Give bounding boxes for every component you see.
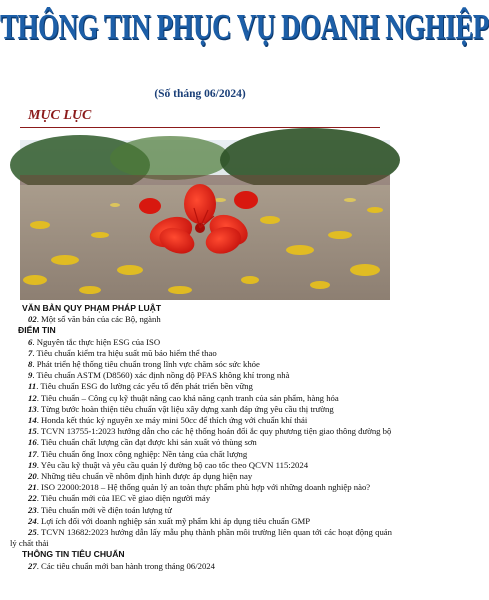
toc-item[interactable]: 7. Tiêu chuẩn kiểm tra hiệu suất mũ bảo hiểm thể thao	[28, 347, 217, 358]
toc-item[interactable]: 14. Honda kết thúc kỷ nguyên xe máy mini 50cc để thích ứng với chuẩn khí thải	[28, 415, 308, 426]
toc-item[interactable]: 27. Các tiêu chuẩn mới ban hành trong tháng 06/2024	[28, 560, 215, 571]
toc-item[interactable]: 02. Một số văn bản của các Bộ, ngành	[28, 314, 161, 325]
toc-item[interactable]: 19. Yêu cầu kỹ thuật và yêu cầu quản lý đường bộ cao tốc theo QCVN 115:2024	[28, 459, 309, 470]
toc-item[interactable]: 8. Phát triển hệ thống tiêu chuẩn trong lĩnh vực chăm sóc sức khỏe	[28, 359, 260, 370]
toc-divider	[20, 127, 380, 128]
table-of-contents	[10, 303, 392, 572]
page-title: THÔNG TIN PHỤC VỤ DOANH NGHIỆP	[0, 6, 489, 47]
section-title-news-highlights: ĐIỂM TIN	[18, 325, 56, 336]
toc-item[interactable]: 24. Lợi ích đối với doanh nghiệp sản xuất mỹ phẩm khi áp dụng tiêu chuẩn GMP	[28, 515, 311, 526]
toc-item[interactable]: 25. TCVN 13682:2023 hướng dẫn lấy mẫu phụ thành phần môi trường liên quan tới các hoạt động quản lý chất thải	[10, 527, 392, 549]
section-title-legal-docs: VĂN BẢN QUY PHẠM PHÁP LUẬT	[22, 303, 162, 313]
toc-item[interactable]: 21. ISO 22000:2018 – Hệ thống quản lý an toàn thực phẩm phù hợp với những doanh nghiệp nào?	[28, 482, 371, 493]
toc-item[interactable]: 13. Từng bước hoàn thiện tiêu chuẩn vật liệu xây dựng xanh đáp ứng yêu cầu thị trường	[28, 403, 334, 414]
toc-item[interactable]: 9. Tiêu chuẩn ASTM (D8560) xác định nồng độ PFAS không khí trong nhà	[28, 370, 290, 381]
toc-item[interactable]: 12. Tiêu chuẩn – Công cụ kỹ thuật nâng cao khả năng cạnh tranh của sản phẩm, hàng hóa	[28, 392, 339, 403]
issue-subtitle: (Số tháng 06/2024)	[154, 88, 246, 100]
toc-item[interactable]: 20. Những tiêu chuẩn về nhôm định hình được áp dụng hiện nay	[28, 471, 253, 482]
toc-item[interactable]: 11. Tiêu chuẩn ESG đo lường các yếu tố đến phát triển bền vững	[28, 381, 253, 392]
toc-heading: MỤC LỤC	[28, 108, 92, 123]
toc-item[interactable]: 17. Tiêu chuẩn ống Inox công nghiệp: Nền tảng của chất lượng	[28, 448, 248, 459]
toc-item[interactable]: 22. Tiêu chuẩn mới của IEC về giao diện người máy	[28, 493, 211, 504]
cover-photo-flowers	[20, 140, 390, 300]
section-title-standards-info: THÔNG TIN TIÊU CHUẨN	[22, 549, 125, 560]
toc-item[interactable]: 15. TCVN 13755-1:2023 hướng dẫn cho các hệ thống hoán đổi ắc quy phương tiện giao thông đường bộ	[28, 426, 392, 437]
toc-item[interactable]: 23. Tiêu chuẩn mới về điện toán lượng tử	[28, 504, 172, 515]
toc-item[interactable]: 6. Nguyên tắc thực hiện ESG của ISO	[28, 336, 161, 347]
toc-item[interactable]: 16. Tiêu chuẩn chất lượng cần đạt được khi sản xuất vỏ thùng sơn	[28, 437, 257, 448]
